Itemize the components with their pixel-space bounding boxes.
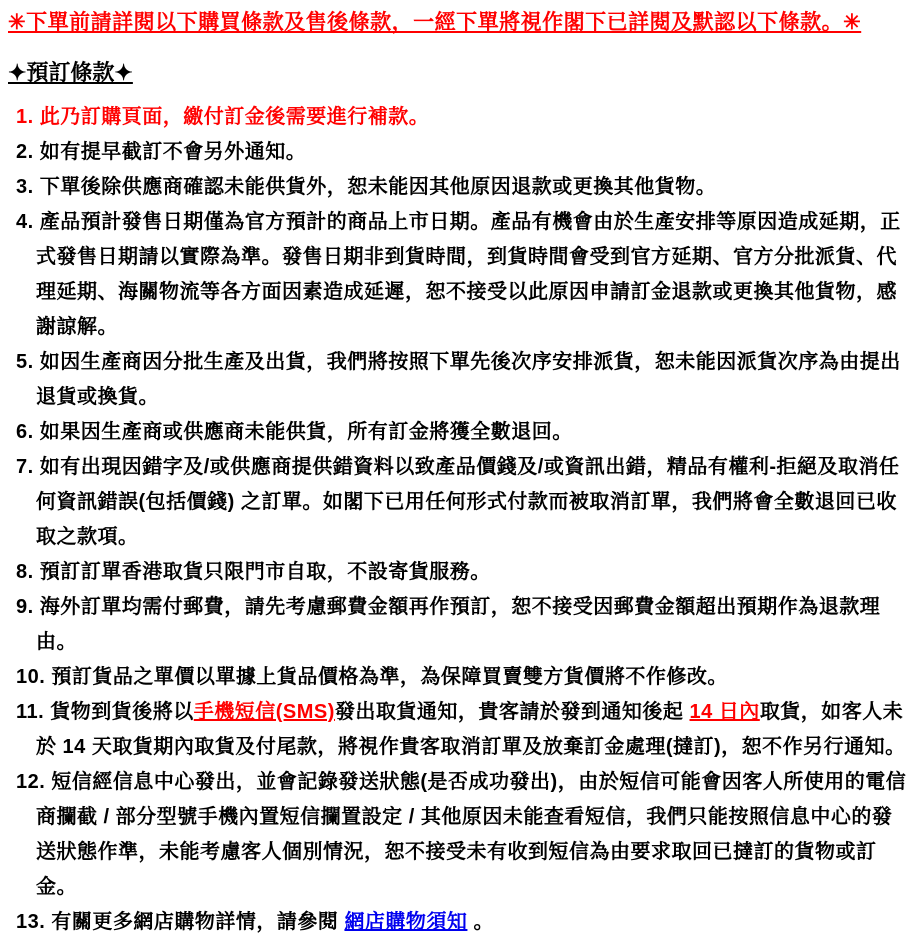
- term-item-number: 4.: [16, 211, 34, 233]
- term-item-text: 預訂訂單香港取貨只限門市自取，不設寄貨服務。: [39, 561, 491, 583]
- term-item-text: 預訂貨品之單價以單據上貨品價格為準，為保障買賣雙方貨價將不作修改。: [51, 666, 728, 688]
- term-item-number: 13.: [16, 911, 46, 933]
- term-item-text: 有關更多網店購物詳情，請參閱: [51, 911, 345, 933]
- sms-notice-highlight: 手機短信(SMS): [193, 701, 335, 723]
- term-item-number: 8.: [16, 561, 34, 583]
- term-item-text: 貨物到貨後將以: [50, 701, 194, 723]
- term-item-text: 如有提早截訂不會另外通知。: [39, 141, 307, 163]
- term-item-13: [8, 905, 907, 940]
- pickup-deadline-highlight: 14 日內: [689, 701, 760, 723]
- term-item-text: 下單後除供應商確認未能供貨外，恕未能因其他原因退款或更換其他貨物。: [39, 176, 717, 198]
- term-item-text: 如果因生產商或供應商未能供貨，所有訂金將獲全數退回。: [39, 421, 573, 443]
- section-heading-preorder-terms: ✦預訂條款✦: [8, 60, 133, 85]
- term-item-number: 10.: [16, 666, 46, 688]
- term-item-number: 3.: [16, 176, 34, 198]
- terms-list: [8, 100, 907, 940]
- term-item-2: [8, 135, 907, 170]
- term-item-6: [8, 415, 907, 450]
- term-item-number: 5.: [16, 351, 34, 373]
- term-item-text: 海外訂單均需付郵費，請先考慮郵費金額再作預訂，恕不接受因郵費金額超出預期作為退款理由。: [36, 596, 881, 653]
- term-item-11: [8, 695, 907, 765]
- term-item-8: [8, 555, 907, 590]
- term-item-number: 9.: [16, 596, 34, 618]
- term-item-9: [8, 590, 907, 660]
- term-item-text: 如有出現因錯字及/或供應商提供錯資料以致產品價錢及/或資訊出錯，精品有權利-拒絕及取消任何資訊錯誤(包括價錢) 之訂單。如閣下已用任何形式付款而被取消訂單，我們將會全數退回已收取之款項。: [36, 456, 900, 548]
- term-item-5: [8, 345, 907, 415]
- term-item-number: 1.: [16, 106, 34, 128]
- term-item-number: 12.: [16, 771, 46, 793]
- term-item-3: [8, 170, 907, 205]
- term-item-10: [8, 660, 907, 695]
- term-item-12: [8, 765, 907, 905]
- link-store-shopping-guide[interactable]: 網店購物須知: [344, 911, 468, 933]
- term-item-1: [8, 100, 907, 135]
- term-item-text: 此乃訂購頁面，繳付訂金後需要進行補款。: [39, 106, 430, 128]
- term-item-number: 7.: [16, 456, 34, 478]
- term-item-text: 發出取貨通知，貴客請於發到通知後起: [334, 701, 690, 723]
- page-title: ✳下單前請詳閱以下購買條款及售後條款，一經下單將視作閣下已詳閱及默認以下條款。✳: [8, 11, 862, 34]
- term-item-text: 取貨，如客人未於 14 天取貨期內取貨及付尾款，將視作貴客取消訂單及放棄訂金處理(撻訂)，恕不作另行通知。: [36, 701, 906, 758]
- term-item-text: 產品預計發售日期僅為官方預計的商品上市日期。產品有機會由於生產安排等原因造成延期，正式發售日期請以實際為準。發售日期非到貨時間，到貨時間會受到官方延期、官方分批派貨、代理延期、海關物流等各方面因素造成延遲，恕不接受以此原因申請訂金退款或更換其他貨物，感謝諒解。: [36, 211, 901, 338]
- term-item-text: 。: [467, 911, 494, 933]
- term-item-7: [8, 450, 907, 555]
- term-item-number: 2.: [16, 141, 34, 163]
- term-item-text: 短信經信息中心發出，並會記錄發送狀態(是否成功發出)，由於短信可能會因客人所使用的電信商攔截 / 部分型號手機內置短信攔置設定 / 其他原因未能查看短信，我們只能按照信息中心的發送狀態作準，未能考慮客人個別情況，恕不接受未有收到短信為由要求取回已撻訂的貨物或訂金。: [36, 771, 907, 898]
- term-item-4: [8, 205, 907, 345]
- term-item-text: 如因生產商因分批生產及出貨，我們將按照下單先後次序安排派貨，恕未能因派貨次序為由提出退貨或換貨。: [36, 351, 901, 408]
- term-item-number: 11.: [16, 701, 45, 723]
- term-item-number: 6.: [16, 421, 34, 443]
